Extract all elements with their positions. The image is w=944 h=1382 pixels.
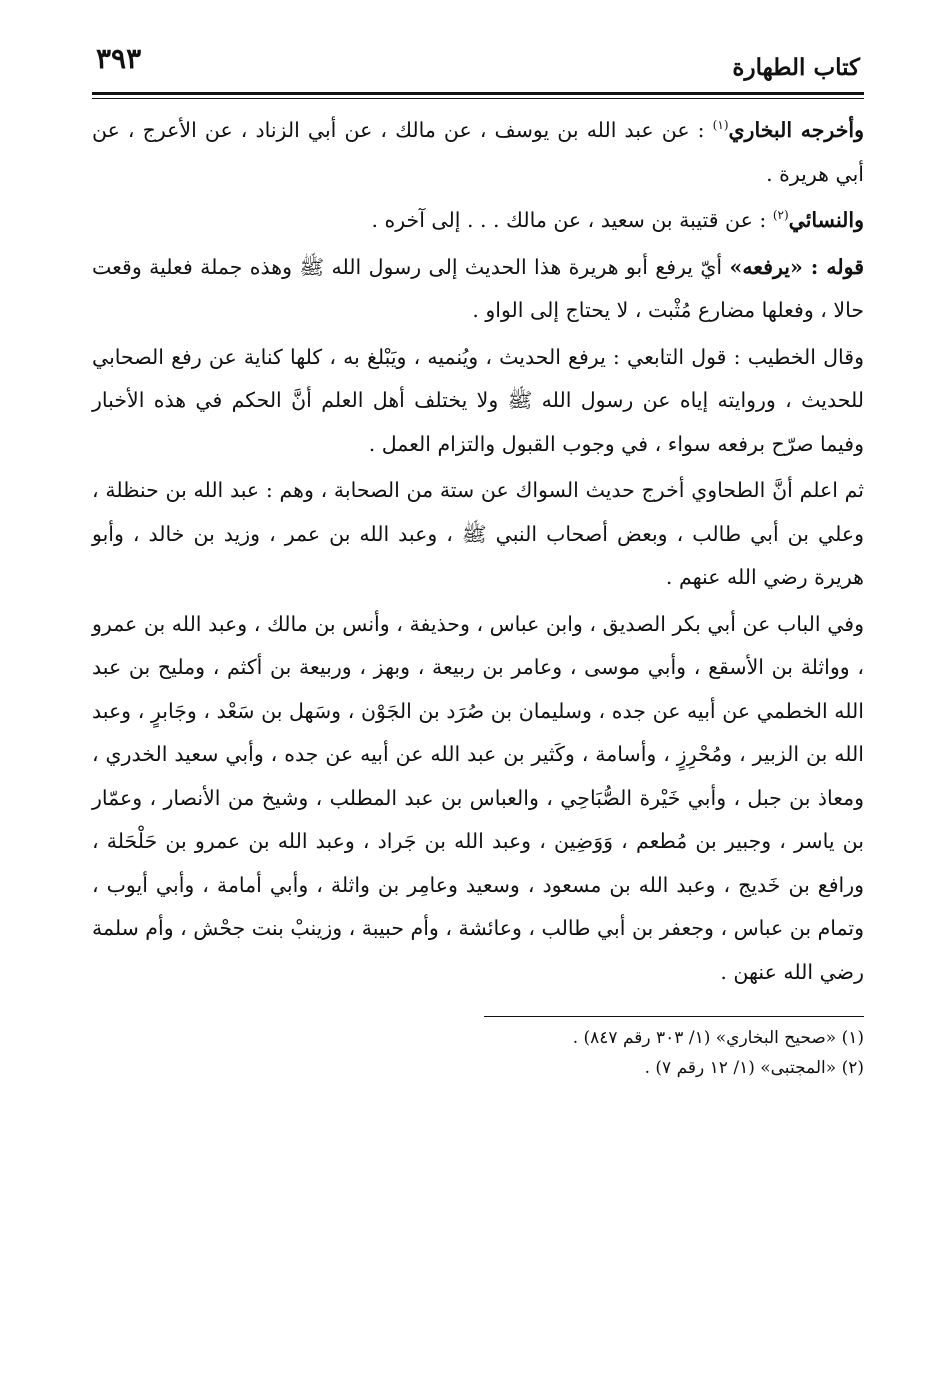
- paragraph-lead: والنسائي: [788, 208, 864, 232]
- paragraph: [92, 199, 864, 243]
- footnote-ref: (٢): [772, 208, 789, 223]
- paragraph-lead: وأخرجه البخاري: [728, 118, 864, 142]
- footnote-separator: [484, 1016, 864, 1017]
- footnote-ref: (١): [712, 118, 729, 133]
- main-text: [92, 109, 864, 994]
- header-rule-thick: [92, 92, 864, 95]
- page-header: [92, 36, 864, 90]
- paragraph: [92, 469, 864, 600]
- paragraph-text: ثم اعلم أنَّ الطحاوي أخرج حديث السواك عن ستة من الصحابة ، وهم : عبد الله بن حنظلة ، وعلي بن أبي طالب ، وبعض أصحاب النبي ﷺ ، وعبد الله بن عمر ، وزيد بن خالد ، وأبو هريرة رضي الله عنهم .: [92, 478, 864, 589]
- paragraph-text: وفي الباب عن أبي بكر الصديق ، وابن عباس ، وحذيفة ، وأنس بن مالك ، وعبد الله بن عمرو ، وواثلة بن الأسقع ، وأبي موسى ، وعامر بن ربيعة ، وبهز ، وربيعة بن أكثم ، ومليح بن عبد الله الخطمي عن أبيه عن جده ، وسليمان بن صُرَد بن الجَوْن ، وسَهل بن سَعْد ، وجَابرٍ ، وعبد الله بن الزبير ، ومُحْرِزٍ ، وأسامة ، وكَثير بن عبد الله عن أبيه عن جده ، وأبي سعيد الخدري ، ومعاذ بن جبل ، وأبي خَيْرة الصُّبَاحِي ، والعباس بن عبد المطلب ، وشيخ من الأنصار ، وعمّار بن ياسر ، وجبير بن مُطعم ، وَوَضِين ، وعبد الله بن جَراد ، وعبد الله بن عمرو بن حَلْحَلة ، ورافع بن خَديج ، وعبد الله بن مسعود ، وسعيد وعامِر بن واثلة ، وأبي أمامة ، وأبي أيوب ، وتمام بن عباس ، وجعفر بن أبي طالب ، وعائشة ، وأم حبيبة ، وزينبْ بنت جحْش ، وأم سلمة رضي الله عنهن .: [91, 611, 864, 984]
- footnotes: [92, 1023, 864, 1083]
- paragraph: [92, 603, 864, 995]
- paragraph: [92, 336, 864, 467]
- paragraph-text: أيّ يرفع أبو هريرة هذا الحديث إلى رسول الله ﷺ وهذه جملة فعلية وقعت حالا ، وفعلها مضارع مُثْبت ، لا يحتاج إلى الواو .: [92, 254, 864, 322]
- book-page: [92, 36, 864, 1083]
- paragraph-lead: قوله : «يرفعه»: [729, 254, 864, 279]
- footnote: (١) «صحيح البخاري» (١/ ٣٠٣ رقم ٨٤٧) .: [572, 1028, 864, 1048]
- paragraph: [92, 109, 864, 196]
- running-title: كتاب الطهارة: [732, 54, 860, 81]
- paragraph: [92, 246, 864, 333]
- paragraph-text: : عن عبد الله بن يوسف ، عن مالك ، عن أبي الزناد ، عن الأعرج ، عن أبي هريرة .: [92, 118, 864, 186]
- paragraph-text: وقال الخطيب : قول التابعي : يرفع الحديث ، ويُنميه ، ويَبْلغ به ، كلها كناية عن رفع الصحابي للحديث ، وروايته إياه عن رسول الله ﷺ ولا يختلف أهل العلم أنَّ الحكم في هذه الأخبار وفيما صرّح برفعه سواء ، في وجوب القبول والتزام العمل .: [92, 344, 864, 456]
- page-number: ٣٩٣: [96, 42, 142, 75]
- header-rule-thin: [92, 98, 864, 99]
- footnote: (٢) «المجتبى» (١/ ١٢ رقم ٧) .: [644, 1058, 864, 1078]
- paragraph-text: : عن قتيبة بن سعيد ، عن مالك . . . إلى آخره .: [371, 208, 773, 232]
